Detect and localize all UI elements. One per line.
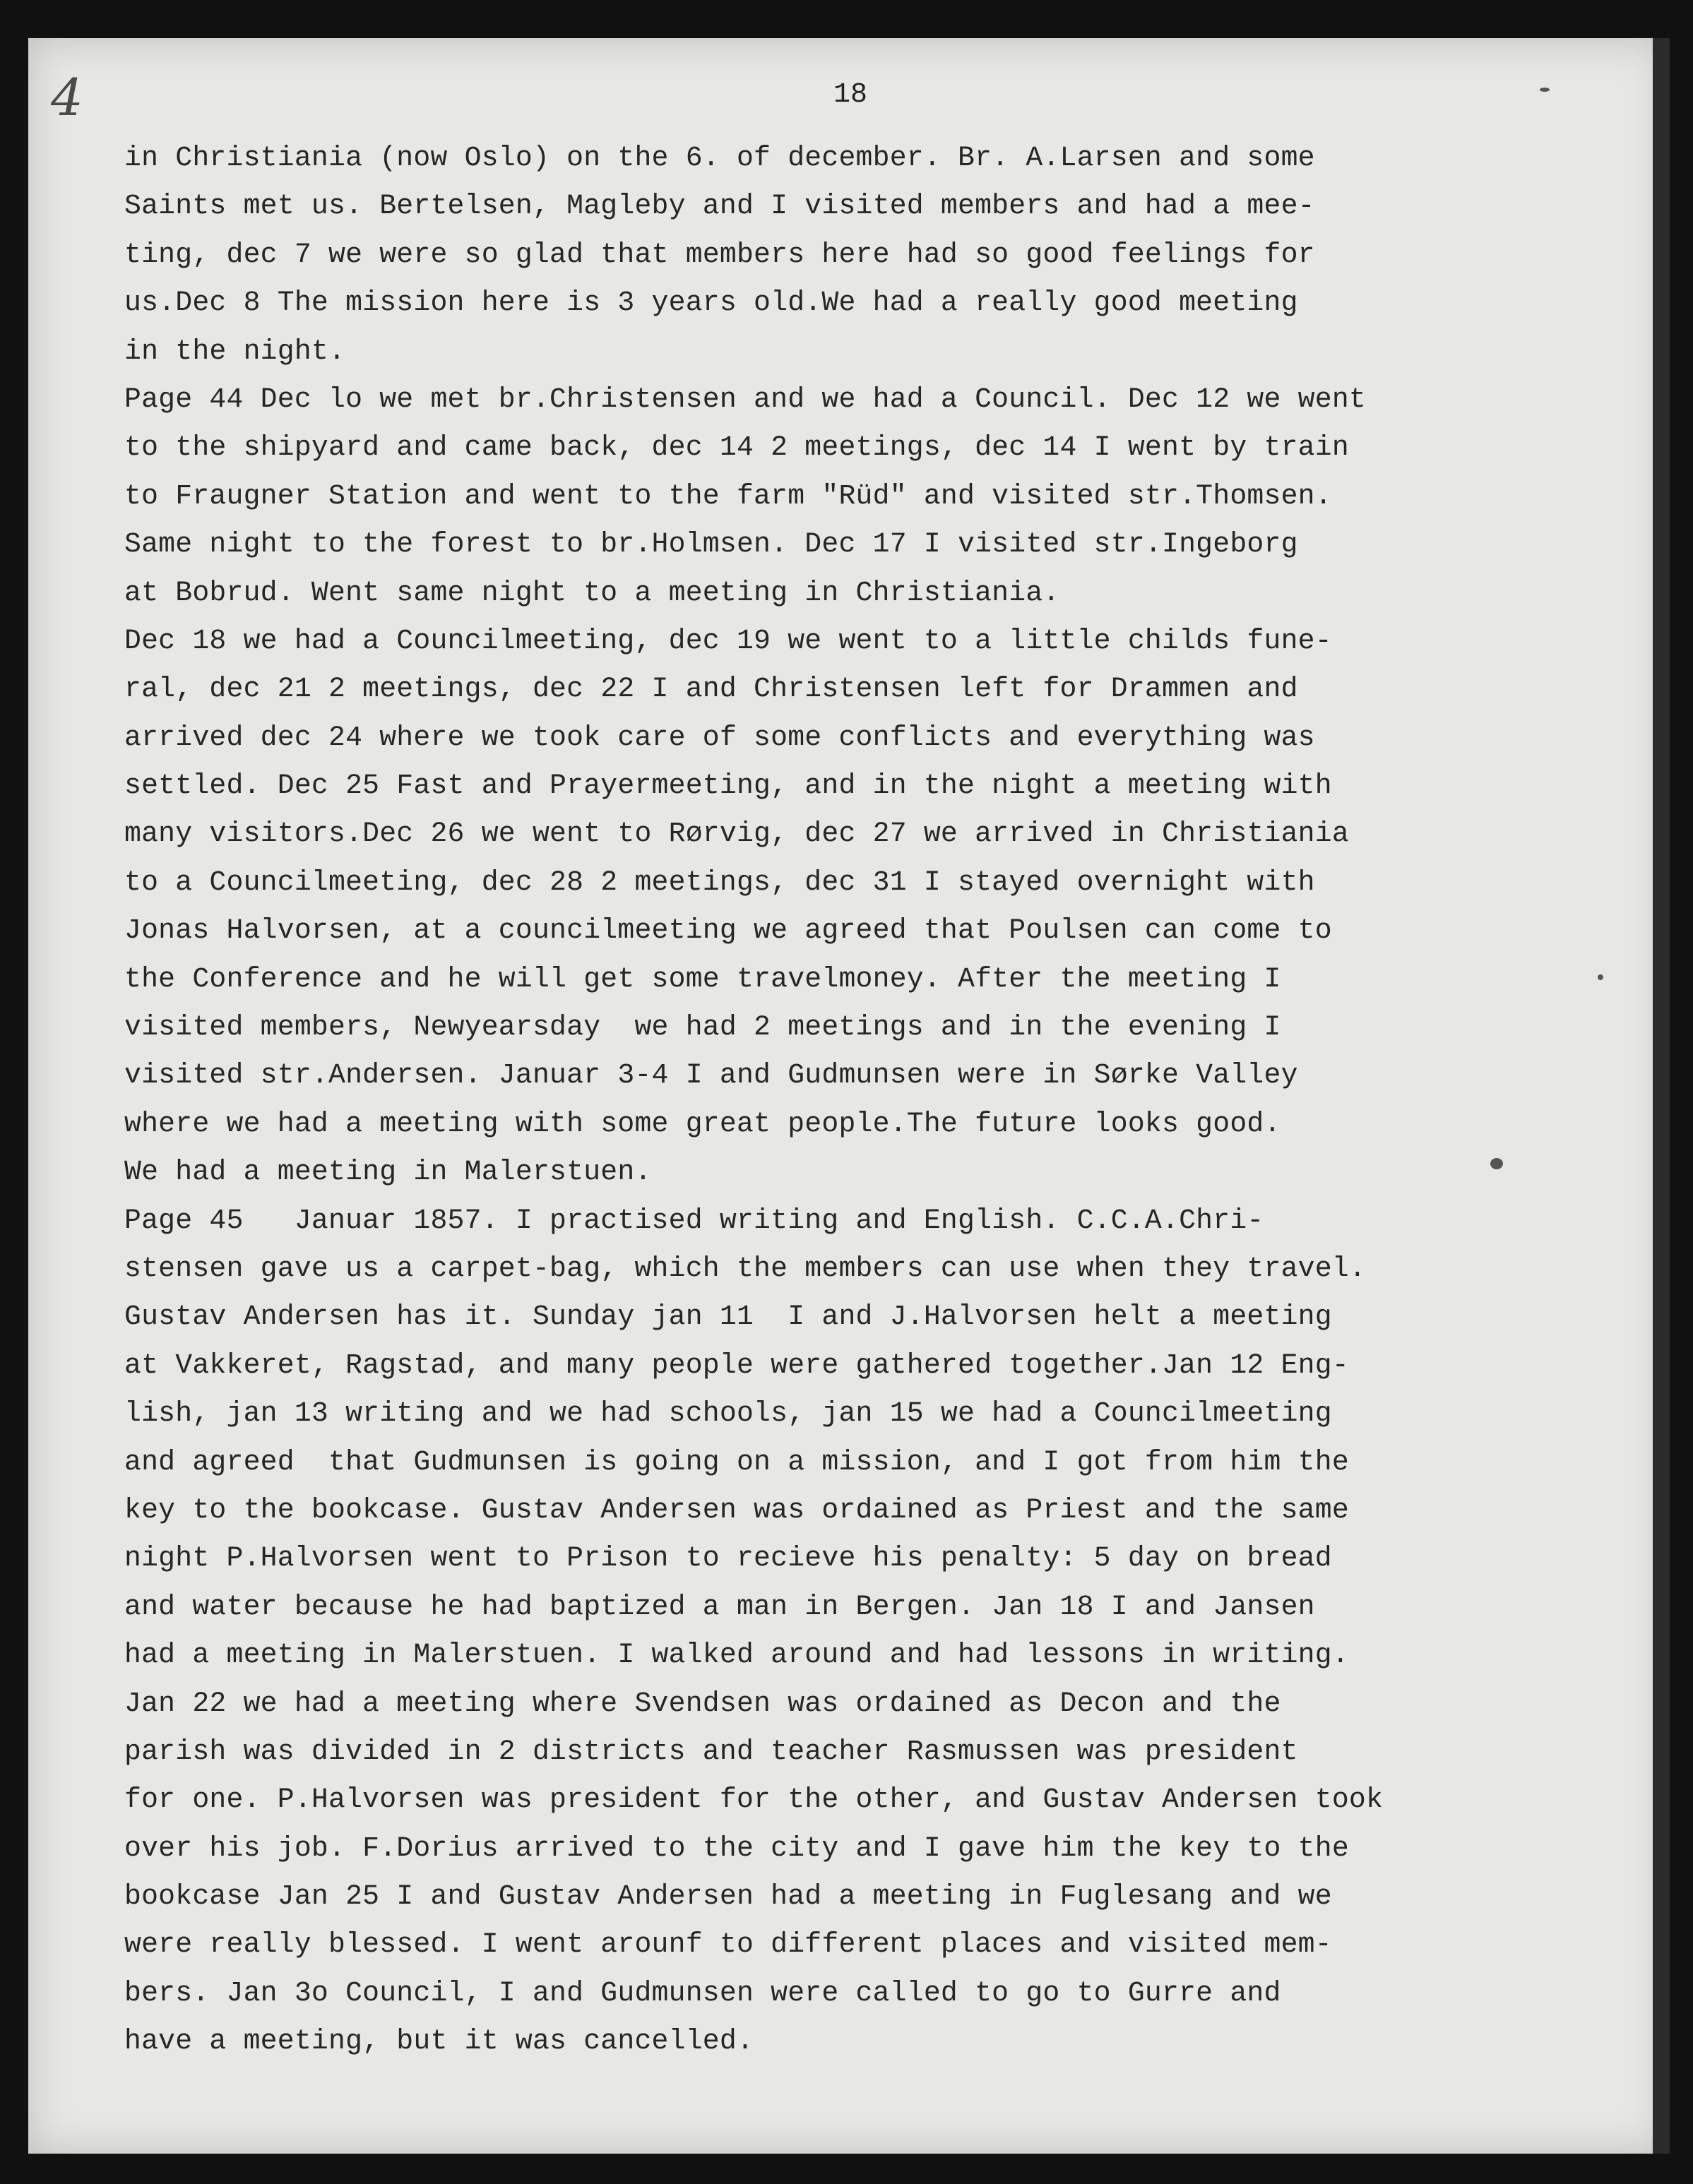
text-line: settled. Dec 25 Fast and Prayermeeting, and in the night a meeting with	[124, 770, 1332, 802]
ink-speck	[1598, 974, 1603, 980]
text-line: over his job. F.Dorius arrived to the city and I gave him the key to the	[124, 1832, 1349, 1864]
text-line: us.Dec 8 The mission here is 3 years old.We had a really good meeting	[124, 287, 1298, 319]
text-line: to Fraugner Station and went to the farm "Rüd" and visited str.Thomsen.	[124, 479, 1332, 512]
text-line: Gustav Andersen has it. Sunday jan 11 I and J.Halvorsen helt a meeting	[124, 1301, 1332, 1333]
text-line: bookcase Jan 25 I and Gustav Andersen had a meeting in Fuglesang and we	[124, 1880, 1332, 1913]
text-line: for one. P.Halvorsen was president for the other, and Gustav Andersen took	[124, 1784, 1384, 1816]
text-line: Saints met us. Bertelsen, Magleby and I visited members and had a mee-	[124, 190, 1315, 222]
text-line: parish was divided in 2 districts and teacher Rasmussen was president	[124, 1735, 1298, 1767]
text-line: and agreed that Gudmunsen is going on a mission, and I got from him the	[124, 1445, 1349, 1478]
text-line: key to the bookcase. Gustav Andersen was ordained as Priest and the same	[124, 1493, 1349, 1526]
text-line: many visitors.Dec 26 we went to Rørvig, dec 27 we arrived in Christiania	[124, 818, 1349, 850]
text-line: at Bobrud. Went same night to a meeting in Christiania.	[124, 576, 1060, 609]
handwritten-corner-number: 4	[51, 68, 83, 127]
text-line: stensen gave us a carpet-bag, which the members can use when they travel.	[124, 1252, 1366, 1284]
text-line: arrived dec 24 where we took care of some conflicts and everything was	[124, 721, 1315, 753]
text-line: in Christiania (now Oslo) on the 6. of december. Br. A.Larsen and some	[124, 142, 1315, 174]
text-line: the Conference and he will get some travelmoney. After the meeting I	[124, 962, 1281, 995]
text-line: ting, dec 7 we were so glad that members here had so good feelings for	[124, 238, 1315, 270]
text-line: ral, dec 21 2 meetings, dec 22 I and Christensen left for Drammen and	[124, 673, 1298, 705]
text-line: lish, jan 13 writing and we had schools, jan 15 we had a Councilmeeting	[124, 1397, 1332, 1430]
text-line: had a meeting in Malerstuen. I walked around and had lessons in writing.	[124, 1639, 1349, 1671]
text-line: have a meeting, but it was cancelled.	[124, 2025, 754, 2058]
text-line: Page 44 Dec lo we met br.Christensen and we had a Council. Dec 12 we went	[124, 383, 1366, 415]
text-line: Dec 18 we had a Councilmeeting, dec 19 we went to a little childs fune-	[124, 624, 1332, 657]
page-number: 18	[833, 79, 868, 111]
typed-body-text	[124, 134, 1593, 2066]
text-line: Jonas Halvorsen, at a councilmeeting we agreed that Poulsen can come to	[124, 914, 1332, 947]
text-line: to the shipyard and came back, dec 14 2 meetings, dec 14 I went by train	[124, 431, 1349, 464]
text-line: to a Councilmeeting, dec 28 2 meetings, dec 31 I stayed overnight with	[124, 866, 1315, 898]
ink-speck	[1490, 1158, 1503, 1169]
text-line: visited members, Newyearsday we had 2 meetings and in the evening I	[124, 1011, 1281, 1044]
text-line: and water because he had baptized a man in Bergen. Jan 18 I and Jansen	[124, 1590, 1315, 1623]
text-line: visited str.Andersen. Januar 3-4 I and Gudmunsen were in Sørke Valley	[124, 1059, 1298, 1092]
text-line: bers. Jan 3o Council, I and Gudmunsen were called to go to Gurre and	[124, 1976, 1281, 2009]
text-line: Jan 22 we had a meeting where Svendsen was ordained as Decon and the	[124, 1687, 1281, 1719]
ink-speck	[1540, 88, 1550, 92]
text-line: Same night to the forest to br.Holmsen. Dec 17 I visited str.Ingeborg	[124, 528, 1298, 561]
text-line: where we had a meeting with some great people.The future looks good.	[124, 1107, 1281, 1140]
text-line: were really blessed. I went arounf to different places and visited mem-	[124, 1928, 1332, 1961]
text-line: in the night.	[124, 335, 346, 367]
page-edge-shadow	[1653, 38, 1670, 2154]
text-line: at Vakkeret, Ragstad, and many people were gathered together.Jan 12 Eng-	[124, 1349, 1349, 1381]
text-line: Page 45 Januar 1857. I practised writing and English. C.C.A.Chri-	[124, 1204, 1264, 1236]
text-line: night P.Halvorsen went to Prison to recieve his penalty: 5 day on bread	[124, 1542, 1332, 1575]
text-line: We had a meeting in Malerstuen.	[124, 1156, 652, 1188]
